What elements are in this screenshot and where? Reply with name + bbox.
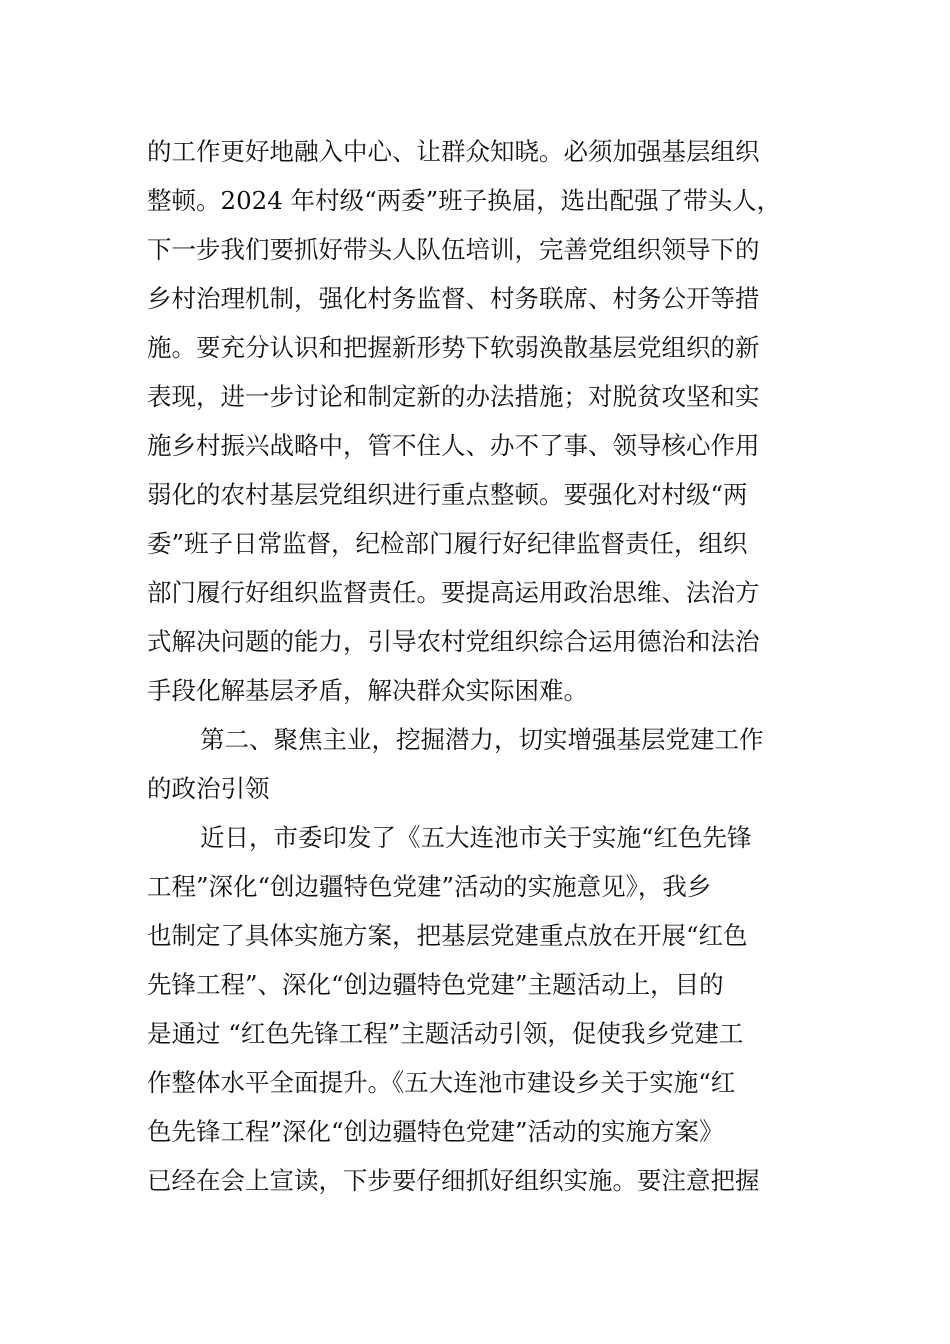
text-line: 下一步我们要抓好带头人队伍培训，完善党组织领导下的 (147, 235, 760, 264)
text-line: 施乡村振兴战略中，管不住人、办不了事、领导核心作用 (147, 431, 760, 460)
text-line: 已经在会上宣读，下步要仔细抓好组织实施。要注意把握 (147, 1166, 760, 1195)
paragraph-1 (147, 127, 807, 715)
text-line: 乡村治理机制，强化村务监督、村务联席、村务公开等措 (147, 284, 760, 313)
text-line: 委”班子日常监督，纪检部门履行好纪律监督责任，组织 (147, 529, 748, 558)
text-line: 弱化的农村基层党组织进行重点整顿。要强化对村级“两 (147, 480, 748, 509)
text-line: 手段化解基层矛盾，解决群众实际困难。 (147, 676, 588, 705)
document-body (147, 127, 807, 1205)
text-line: 色先锋工程”深化“创边疆特色党建”活动的实施方案》 (147, 1117, 724, 1146)
text-line: 式解决问题的能力，引导农村党组织综合运用德治和法治 (147, 627, 760, 656)
text-line: 是通过 “红色先锋工程”主题活动引领，促使我乡党建工 (147, 1019, 744, 1048)
text-line: 部门履行好组织监督责任。要提高运用政治思维、法治方 (147, 578, 760, 607)
text-line: 整顿。2024 年村级“两委”班子换届，选出配强了带头人， (147, 186, 782, 215)
heading-line: 第二、聚焦主业，挖掘潜力，切实增强基层党建工作 (200, 725, 764, 754)
heading-line: 的政治引领 (147, 774, 270, 803)
paragraph-2 (147, 813, 807, 1205)
text-line: 也制定了具体实施方案，把基层党建重点放在开展“红色 (147, 921, 748, 950)
text-line: 近日，市委印发了《五大连池市关于实施“红色先锋 (200, 823, 752, 852)
text-line: 工程”深化“创边疆特色党建”活动的实施意见》，我乡 (147, 872, 712, 901)
text-line: 的工作更好地融入中心、让群众知晓。必须加强基层组织 (147, 137, 760, 166)
section-heading (147, 715, 807, 813)
text-line: 先锋工程”、深化“创边疆特色党建”主题活动上，目的 (147, 970, 724, 999)
text-line: 施。要充分认识和把握新形势下软弱涣散基层党组织的新 (147, 333, 760, 362)
text-line: 作整体水平全面提升。《五大连池市建设乡关于实施“红 (147, 1068, 736, 1097)
text-line: 表现，进一步讨论和制定新的办法措施；对脱贫攻坚和实 (147, 382, 760, 411)
